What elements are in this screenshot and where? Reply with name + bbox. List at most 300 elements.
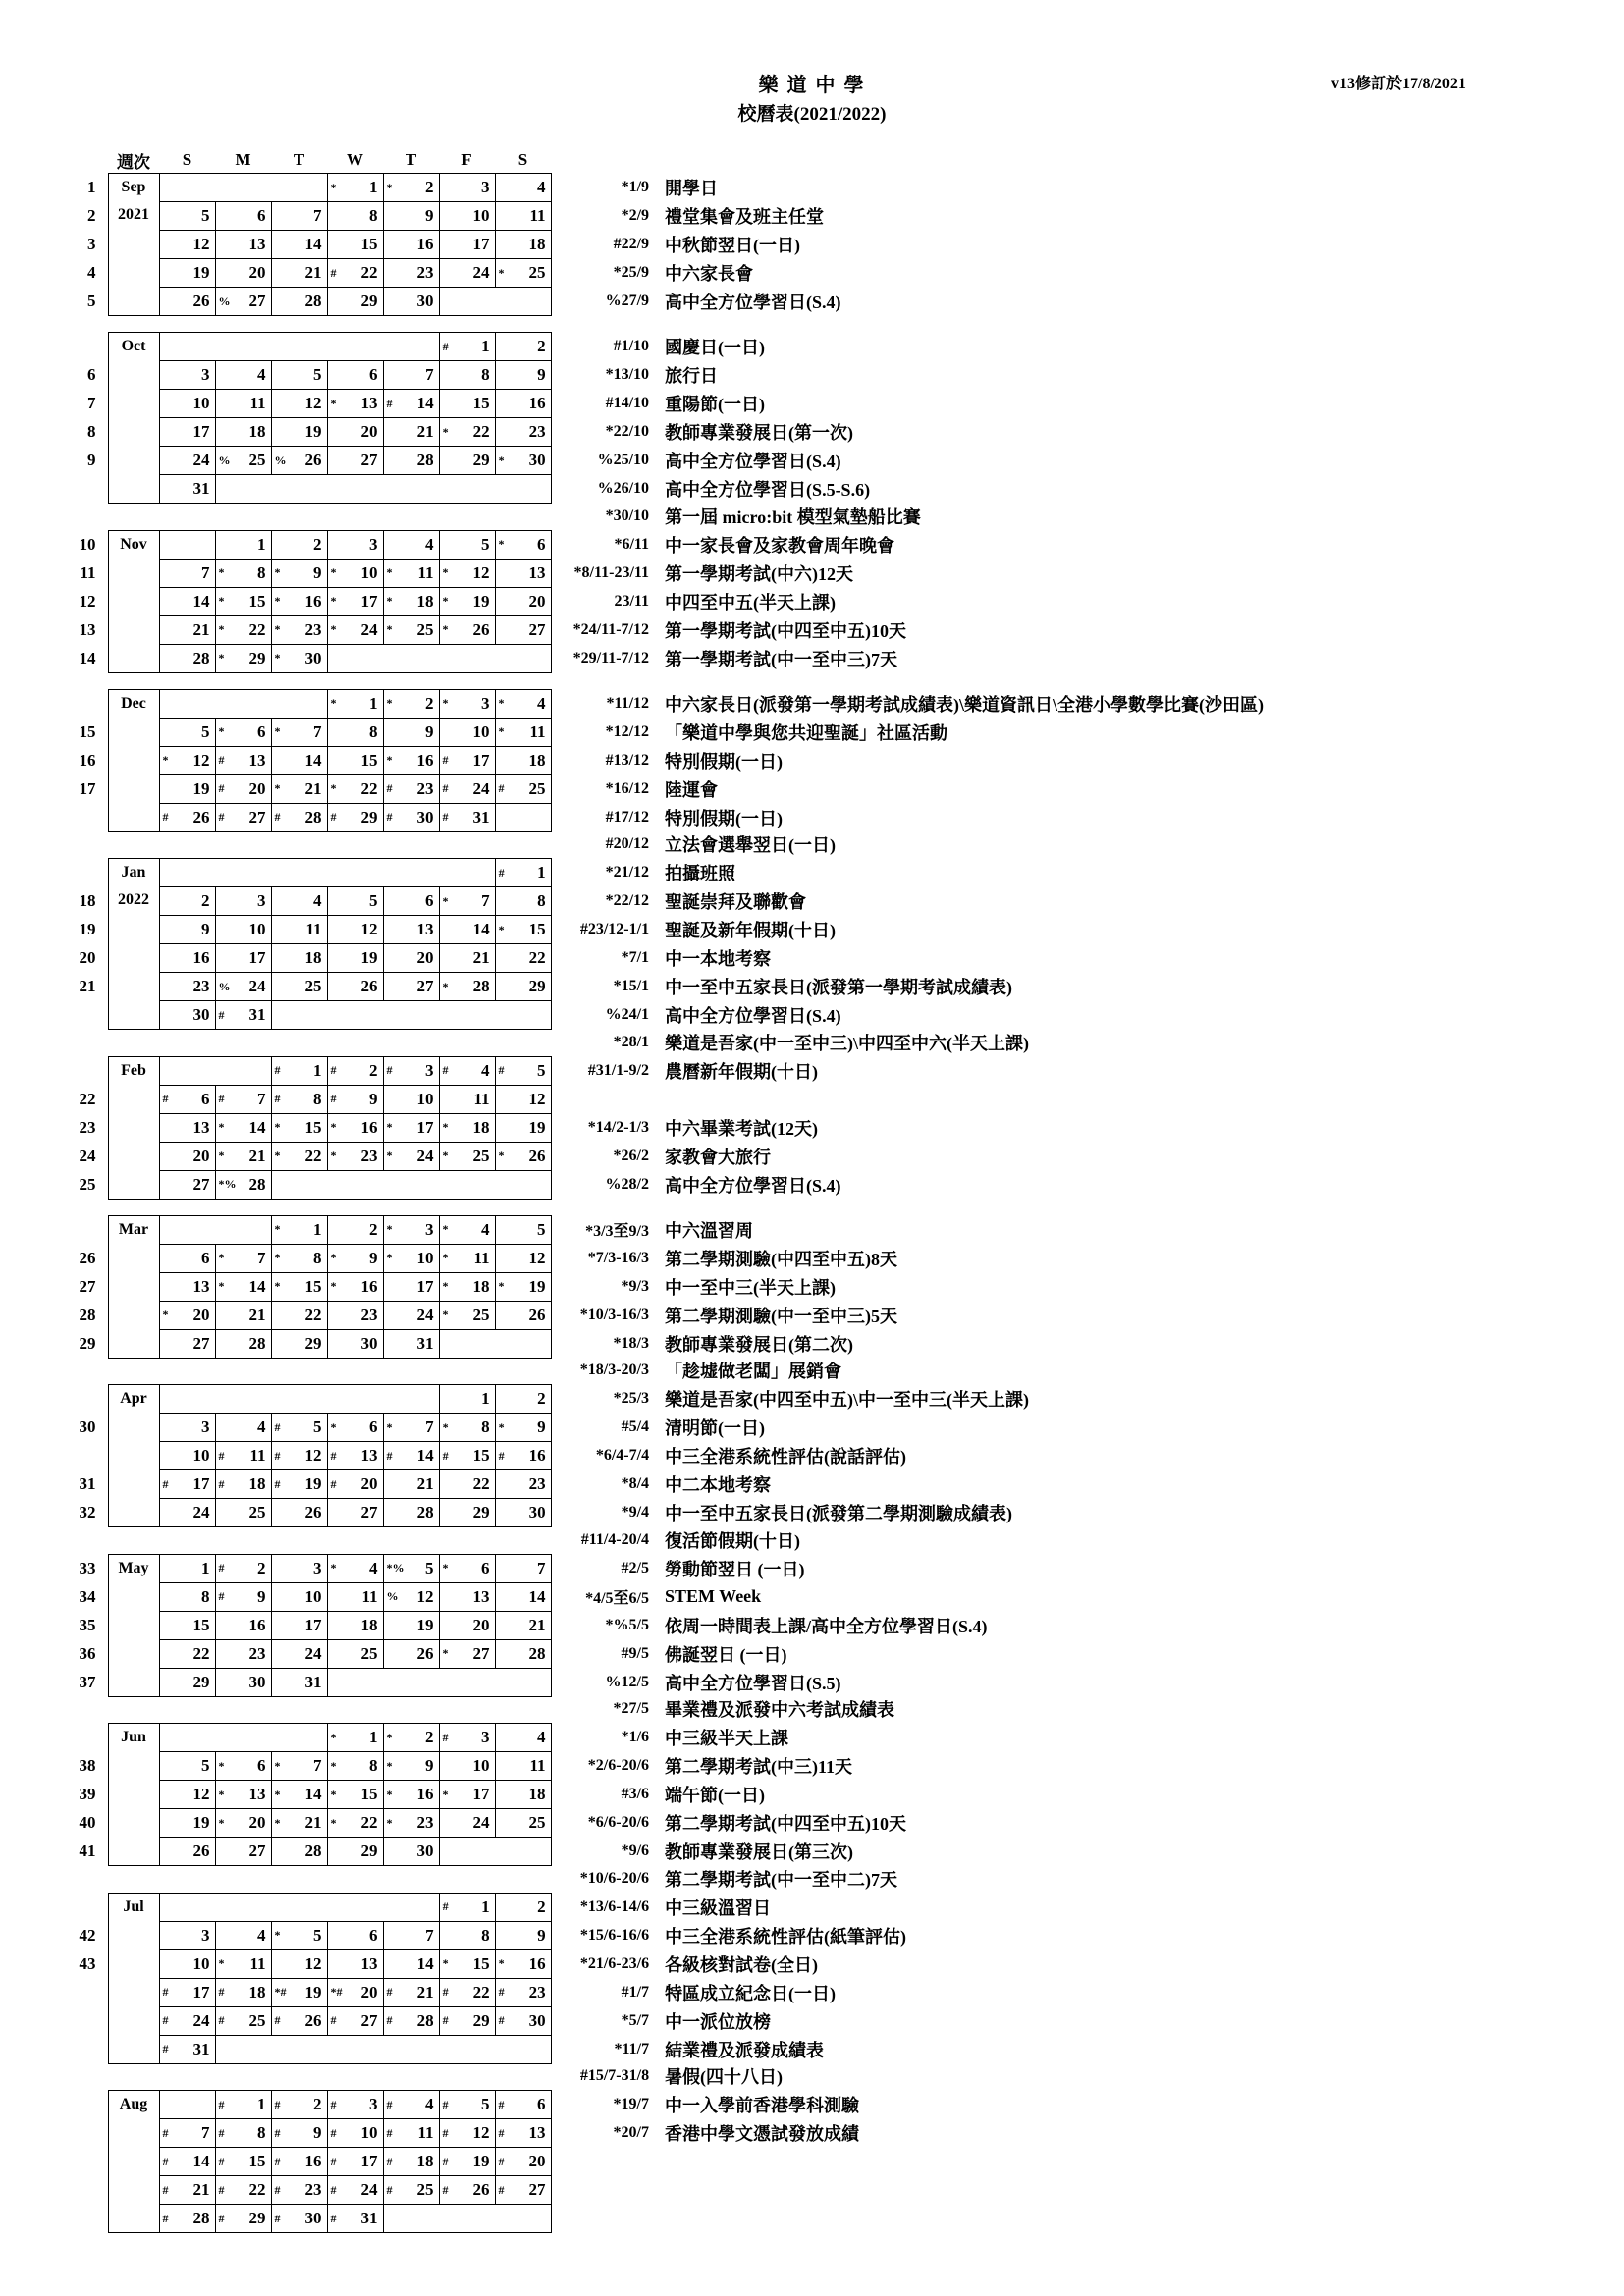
event-date: #15/7-31/8 bbox=[579, 2067, 650, 2084]
day-cell-content bbox=[328, 1273, 383, 1301]
day-number: 23 bbox=[528, 1474, 546, 1493]
day-number: 21 bbox=[192, 2180, 210, 2199]
day-cell bbox=[383, 887, 439, 916]
day-cell bbox=[327, 689, 383, 718]
day-cell bbox=[159, 803, 215, 831]
week-number bbox=[59, 1442, 108, 1470]
event-text-spacer bbox=[653, 147, 1537, 173]
day-cell bbox=[159, 1244, 215, 1272]
event-date: *1/9 bbox=[621, 179, 650, 195]
year-label: 2021 bbox=[118, 206, 149, 223]
day-cell-content bbox=[384, 1470, 439, 1498]
day-cell-content bbox=[272, 390, 327, 417]
day-cell bbox=[383, 1639, 439, 1668]
day-cell bbox=[215, 202, 271, 231]
event-row bbox=[59, 1696, 1537, 1722]
day-cell bbox=[327, 1499, 383, 1527]
day-cell-content bbox=[496, 390, 551, 417]
day-number: 16 bbox=[304, 591, 322, 611]
day-cell bbox=[215, 418, 271, 447]
event-date: %24/1 bbox=[605, 1006, 650, 1023]
day-cell-content bbox=[384, 2119, 439, 2147]
day-cell bbox=[327, 1582, 383, 1611]
day-cell-content bbox=[272, 447, 327, 474]
day-marker: # bbox=[442, 1985, 449, 1999]
day-cell bbox=[439, 447, 495, 475]
event-description: 「樂道中學與您共迎聖誕」社區活動 bbox=[665, 722, 948, 743]
day-marker: % bbox=[274, 453, 287, 467]
day-cell bbox=[271, 944, 327, 973]
month-block-sep bbox=[59, 173, 1538, 316]
day-cell-content bbox=[216, 1781, 271, 1808]
day-marker: # bbox=[274, 2154, 281, 2168]
day-number: 17 bbox=[472, 235, 490, 253]
week-row bbox=[59, 644, 1537, 672]
week-number: 31 bbox=[79, 1474, 96, 1493]
week-row bbox=[59, 333, 1537, 361]
day-number: 11 bbox=[473, 1248, 490, 1267]
week-row bbox=[59, 1499, 1537, 1527]
day-cell-content bbox=[384, 2091, 439, 2118]
day-number: 1 bbox=[313, 1060, 322, 1080]
day-cell bbox=[159, 2205, 215, 2233]
day-number: 18 bbox=[360, 1615, 378, 1634]
day-number: 2 bbox=[425, 1728, 434, 1746]
day-cell-content bbox=[272, 288, 327, 315]
day-marker: * bbox=[386, 1222, 393, 1236]
event-date: *16/12 bbox=[605, 779, 650, 797]
week-row bbox=[59, 1949, 1537, 1978]
day-number: 25 bbox=[304, 977, 322, 995]
day-cell-content bbox=[272, 1950, 327, 1978]
day-number: 18 bbox=[304, 948, 322, 967]
day-cell-content bbox=[496, 1057, 551, 1085]
day-cell bbox=[495, 887, 551, 916]
empty-day-cell bbox=[159, 1385, 439, 1414]
day-number: 28 bbox=[472, 977, 490, 995]
day-cell-content bbox=[160, 288, 215, 315]
day-number: 7 bbox=[257, 1089, 266, 1108]
day-cell bbox=[383, 615, 439, 644]
day-cell bbox=[439, 1499, 495, 1527]
week-number bbox=[59, 689, 108, 718]
day-cell bbox=[215, 2091, 271, 2119]
day-marker: # bbox=[386, 1985, 393, 1999]
event-date: %27/9 bbox=[605, 293, 650, 309]
day-number: 3 bbox=[425, 1060, 434, 1080]
day-cell-content bbox=[272, 747, 327, 774]
day-cell-content bbox=[384, 1245, 439, 1272]
day-marker: # bbox=[442, 1899, 449, 1913]
day-cell bbox=[495, 1978, 551, 2006]
day-marker: * bbox=[218, 565, 225, 579]
day-cell bbox=[439, 1142, 495, 1170]
day-number: 22 bbox=[472, 1982, 490, 2002]
day-cell bbox=[159, 774, 215, 803]
day-cell-content bbox=[440, 1442, 495, 1469]
day-cell bbox=[159, 1582, 215, 1611]
day-number: 16 bbox=[528, 1446, 546, 1465]
day-cell-content bbox=[496, 1922, 551, 1949]
day-cell-content bbox=[160, 645, 215, 672]
week-number: 37 bbox=[79, 1672, 96, 1691]
day-cell-content bbox=[216, 1499, 271, 1526]
day-cell bbox=[271, 803, 327, 831]
row-spacer bbox=[59, 1527, 551, 1553]
day-cell-content bbox=[384, 361, 439, 389]
day-cell bbox=[215, 1554, 271, 1582]
day-marker: # bbox=[162, 1985, 169, 1999]
day-number: 25 bbox=[248, 2010, 266, 2030]
day-number: 8 bbox=[201, 1586, 210, 1606]
day-marker: # bbox=[330, 1092, 337, 1105]
day-number: 26 bbox=[304, 451, 322, 469]
day-cell-content bbox=[272, 1612, 327, 1639]
day-number: 17 bbox=[192, 1982, 210, 2002]
day-marker: # bbox=[442, 753, 449, 767]
day-cell bbox=[215, 1611, 271, 1639]
day-cell-content bbox=[328, 616, 383, 644]
day-number: 29 bbox=[248, 2209, 266, 2227]
day-number: 22 bbox=[360, 778, 378, 798]
day-cell bbox=[383, 1442, 439, 1470]
day-cell-content bbox=[328, 887, 383, 915]
empty-day-cell bbox=[439, 1329, 551, 1358]
day-cell bbox=[159, 1470, 215, 1499]
event-description: 結業禮及派發成績表 bbox=[665, 2040, 825, 2060]
day-number: 12 bbox=[192, 235, 210, 253]
day-number: 5 bbox=[537, 1219, 546, 1239]
event-date: *18/3 bbox=[613, 1334, 649, 1352]
day-cell-content bbox=[328, 1302, 383, 1329]
day-cell bbox=[439, 1272, 495, 1301]
day-cell bbox=[215, 361, 271, 390]
day-cell-content bbox=[272, 973, 327, 1000]
day-cell-content bbox=[440, 2176, 495, 2204]
day-marker: # bbox=[386, 2125, 393, 2140]
event-description: 立法會選舉翌日(一日) bbox=[665, 835, 837, 855]
day-number: 10 bbox=[192, 1953, 210, 1973]
event-description: 國慶日(一日) bbox=[665, 338, 766, 357]
week-number bbox=[59, 2006, 108, 2035]
day-number: 12 bbox=[304, 394, 322, 412]
page-header bbox=[0, 0, 1624, 147]
day-cell bbox=[383, 973, 439, 1001]
day-number: 17 bbox=[360, 2152, 378, 2170]
day-number: 28 bbox=[304, 807, 322, 827]
event-date: *4/5至6/5 bbox=[585, 1590, 649, 1607]
day-cell bbox=[271, 361, 327, 390]
day-cell-content bbox=[384, 531, 439, 559]
day-cell-content bbox=[216, 202, 271, 230]
day-cell-content bbox=[384, 1950, 439, 1978]
week-row bbox=[59, 774, 1537, 803]
week-number: 15 bbox=[79, 721, 96, 741]
day-cell-content bbox=[328, 361, 383, 389]
event-description: 佛誕翌日 (一日) bbox=[665, 1644, 787, 1665]
day-cell-content bbox=[328, 1414, 383, 1441]
day-cell bbox=[271, 1978, 327, 2006]
day-cell bbox=[327, 916, 383, 944]
week-row bbox=[59, 587, 1537, 615]
day-cell-content bbox=[272, 1414, 327, 1441]
day-number: 23 bbox=[360, 1146, 378, 1165]
day-cell-content bbox=[440, 1245, 495, 1272]
day-cell bbox=[271, 1113, 327, 1142]
day-number: 24 bbox=[192, 451, 210, 469]
day-marker: % bbox=[386, 1589, 399, 1603]
day-cell bbox=[327, 1921, 383, 1949]
day-number: 12 bbox=[192, 750, 210, 770]
event-date: #1/10 bbox=[613, 338, 650, 354]
day-cell-content bbox=[216, 1922, 271, 1949]
day-cell-content bbox=[272, 361, 327, 389]
day-number: 21 bbox=[416, 1982, 434, 2002]
day-marker: # bbox=[218, 753, 225, 767]
day-cell bbox=[439, 1611, 495, 1639]
day-cell-content bbox=[216, 1330, 271, 1358]
day-cell bbox=[215, 2119, 271, 2148]
day-number: 21 bbox=[416, 1474, 434, 1493]
month-name: Apr bbox=[120, 1390, 147, 1407]
day-number: 16 bbox=[416, 750, 434, 770]
week-row bbox=[59, 1385, 1537, 1414]
day-number: 2 bbox=[313, 2095, 322, 2113]
day-number: 6 bbox=[425, 891, 434, 910]
week-number bbox=[59, 2091, 108, 2119]
day-marker: * bbox=[274, 1815, 281, 1830]
day-cell-content bbox=[496, 1583, 551, 1611]
event-description: 中四至中五(半天上課) bbox=[665, 592, 836, 613]
day-cell bbox=[327, 1978, 383, 2006]
day-cell bbox=[159, 1085, 215, 1113]
day-number: 26 bbox=[192, 1842, 210, 1860]
day-number: 13 bbox=[416, 920, 434, 938]
event-date: *25/9 bbox=[613, 264, 650, 281]
day-marker: * bbox=[442, 1646, 449, 1660]
week-number: 9 bbox=[87, 451, 96, 469]
day-number: 27 bbox=[248, 1842, 266, 1860]
day-cell bbox=[215, 916, 271, 944]
week-number: 22 bbox=[79, 1089, 96, 1108]
empty-day-cell bbox=[159, 530, 215, 559]
day-number: 19 bbox=[192, 263, 210, 282]
event-date: *2/9 bbox=[621, 207, 650, 224]
day-marker: * bbox=[218, 1251, 225, 1264]
day-cell-content bbox=[160, 616, 215, 644]
day-number: 26 bbox=[360, 977, 378, 995]
day-marker: * bbox=[218, 724, 225, 738]
empty-day-cell bbox=[495, 803, 551, 831]
event-date: *9/4 bbox=[621, 1504, 650, 1521]
day-cell-content bbox=[496, 1950, 551, 1978]
day-cell bbox=[327, 1809, 383, 1838]
day-number: 14 bbox=[528, 1586, 546, 1606]
day-number: 8 bbox=[369, 1756, 378, 1775]
day-cell bbox=[159, 418, 215, 447]
day-cell bbox=[215, 1752, 271, 1781]
day-cell bbox=[383, 1414, 439, 1442]
week-number: 40 bbox=[79, 1813, 96, 1832]
empty-day-cell bbox=[271, 1001, 551, 1030]
event-description: 中秋節翌日(一日) bbox=[665, 236, 801, 255]
week-number: 39 bbox=[79, 1785, 96, 1803]
day-number: 14 bbox=[192, 2152, 210, 2170]
day-cell bbox=[383, 1499, 439, 1527]
day-cell-content bbox=[216, 2119, 271, 2147]
day-number: 13 bbox=[192, 1117, 210, 1137]
day-cell bbox=[439, 1949, 495, 1978]
day-number: 27 bbox=[192, 1333, 210, 1353]
day-cell bbox=[159, 1752, 215, 1781]
day-cell bbox=[439, 361, 495, 390]
day-cell bbox=[495, 916, 551, 944]
day-cell-content bbox=[160, 231, 215, 258]
day-number: 7 bbox=[313, 206, 322, 225]
day-marker: * bbox=[330, 1251, 337, 1264]
day-number: 20 bbox=[528, 591, 546, 611]
day-cell bbox=[439, 973, 495, 1001]
day-number: 18 bbox=[528, 235, 546, 253]
day-cell bbox=[271, 746, 327, 774]
week-row bbox=[59, 390, 1537, 418]
day-cell-content bbox=[496, 1809, 551, 1837]
day-number: 3 bbox=[369, 2095, 378, 2113]
day-number: 21 bbox=[192, 619, 210, 639]
day-marker: * bbox=[330, 1148, 337, 1162]
day-cell bbox=[383, 1056, 439, 1085]
day-cell-content bbox=[384, 944, 439, 972]
day-cell bbox=[327, 1949, 383, 1978]
day-cell bbox=[215, 2006, 271, 2035]
week-number bbox=[59, 803, 108, 831]
day-marker: * bbox=[218, 1787, 225, 1801]
event-date: *6/11 bbox=[614, 535, 649, 553]
day-cell bbox=[159, 1170, 215, 1199]
day-cell-content bbox=[384, 259, 439, 287]
day-cell-content bbox=[216, 1273, 271, 1301]
day-cell-content bbox=[272, 2119, 327, 2147]
day-marker: * bbox=[274, 651, 281, 665]
day-cell bbox=[383, 916, 439, 944]
day-number: 28 bbox=[304, 1842, 322, 1860]
day-cell-content bbox=[440, 2007, 495, 2035]
day-cell bbox=[495, 1921, 551, 1949]
day-cell-content bbox=[216, 944, 271, 972]
day-cell bbox=[215, 1639, 271, 1668]
month-label-cell bbox=[108, 1385, 159, 1527]
day-cell-content bbox=[384, 1838, 439, 1865]
event-date: #5/4 bbox=[621, 1418, 650, 1435]
event-description: 第二學期考試(中四至中五)10天 bbox=[665, 1814, 907, 1834]
day-number: 11 bbox=[417, 562, 434, 582]
month-name: May bbox=[118, 1559, 149, 1576]
day-marker: *# bbox=[330, 1985, 343, 1999]
month-block-dec bbox=[59, 689, 1538, 858]
event-date: #23/12-1/1 bbox=[579, 921, 650, 937]
day-number: 19 bbox=[472, 2152, 490, 2170]
day-cell bbox=[271, 1752, 327, 1781]
month-label-cell bbox=[108, 689, 159, 831]
day-cell bbox=[159, 1978, 215, 2006]
day-number: 13 bbox=[360, 394, 378, 412]
day-marker: # bbox=[274, 1063, 281, 1077]
event-description: 第二學期測驗(中一至中三)5天 bbox=[665, 1306, 897, 1326]
day-number: 3 bbox=[425, 1219, 434, 1239]
day-number: 25 bbox=[528, 263, 546, 282]
day-number: 7 bbox=[201, 2123, 210, 2142]
day-cell bbox=[271, 1215, 327, 1244]
day-number: 15 bbox=[304, 1117, 322, 1137]
day-cell bbox=[439, 1085, 495, 1113]
day-number: 6 bbox=[481, 1558, 490, 1577]
day-marker: * bbox=[330, 696, 337, 710]
day-cell bbox=[215, 2176, 271, 2205]
week-row bbox=[59, 1838, 1537, 1866]
day-cell bbox=[215, 1113, 271, 1142]
day-cell-content bbox=[160, 804, 215, 831]
day-cell bbox=[495, 231, 551, 259]
day-cell-content bbox=[328, 588, 383, 615]
day-number: 6 bbox=[201, 1089, 210, 1108]
day-label-sat: S bbox=[517, 150, 528, 169]
day-cell-content bbox=[216, 2091, 271, 2118]
day-cell-content bbox=[216, 1979, 271, 2006]
day-cell bbox=[271, 1554, 327, 1582]
day-number: 26 bbox=[192, 292, 210, 310]
day-cell-content bbox=[160, 887, 215, 915]
week-number: 12 bbox=[79, 591, 96, 611]
day-number: 15 bbox=[248, 2152, 266, 2170]
month-block-aug bbox=[59, 2090, 1538, 2233]
day-number: 23 bbox=[248, 1643, 266, 1663]
day-number: 8 bbox=[481, 1925, 490, 1945]
day-number: 1 bbox=[257, 2095, 266, 2113]
day-cell-content bbox=[384, 1781, 439, 1808]
week-row bbox=[59, 1893, 1537, 1921]
week-number: 29 bbox=[79, 1333, 96, 1353]
day-cell-content bbox=[384, 775, 439, 803]
month-name: Oct bbox=[121, 338, 146, 354]
event-date bbox=[551, 2205, 653, 2233]
day-cell-content bbox=[440, 1809, 495, 1837]
day-number: 13 bbox=[192, 1276, 210, 1296]
day-number: 27 bbox=[192, 1174, 210, 1194]
day-marker: * bbox=[442, 424, 449, 439]
day-cell bbox=[383, 390, 439, 418]
day-cell bbox=[159, 944, 215, 973]
day-marker: # bbox=[386, 781, 393, 795]
day-number: 25 bbox=[528, 1813, 546, 1832]
day-cell bbox=[383, 587, 439, 615]
day-cell-content bbox=[384, 1979, 439, 2006]
day-cell bbox=[495, 1301, 551, 1329]
day-cell-content bbox=[496, 616, 551, 644]
week-number: 3 bbox=[87, 235, 96, 253]
day-cell bbox=[271, 259, 327, 288]
day-cell bbox=[383, 803, 439, 831]
day-number: 26 bbox=[528, 1146, 546, 1165]
day-cell bbox=[439, 1385, 495, 1414]
day-marker: * bbox=[386, 1758, 393, 1773]
day-cell-content bbox=[272, 1669, 327, 1696]
day-cell-content bbox=[440, 747, 495, 774]
day-number: 7 bbox=[481, 891, 490, 910]
week-row bbox=[59, 1668, 1537, 1696]
day-number: 13 bbox=[528, 562, 546, 582]
event-date: *22/10 bbox=[605, 423, 650, 440]
day-cell bbox=[439, 1414, 495, 1442]
